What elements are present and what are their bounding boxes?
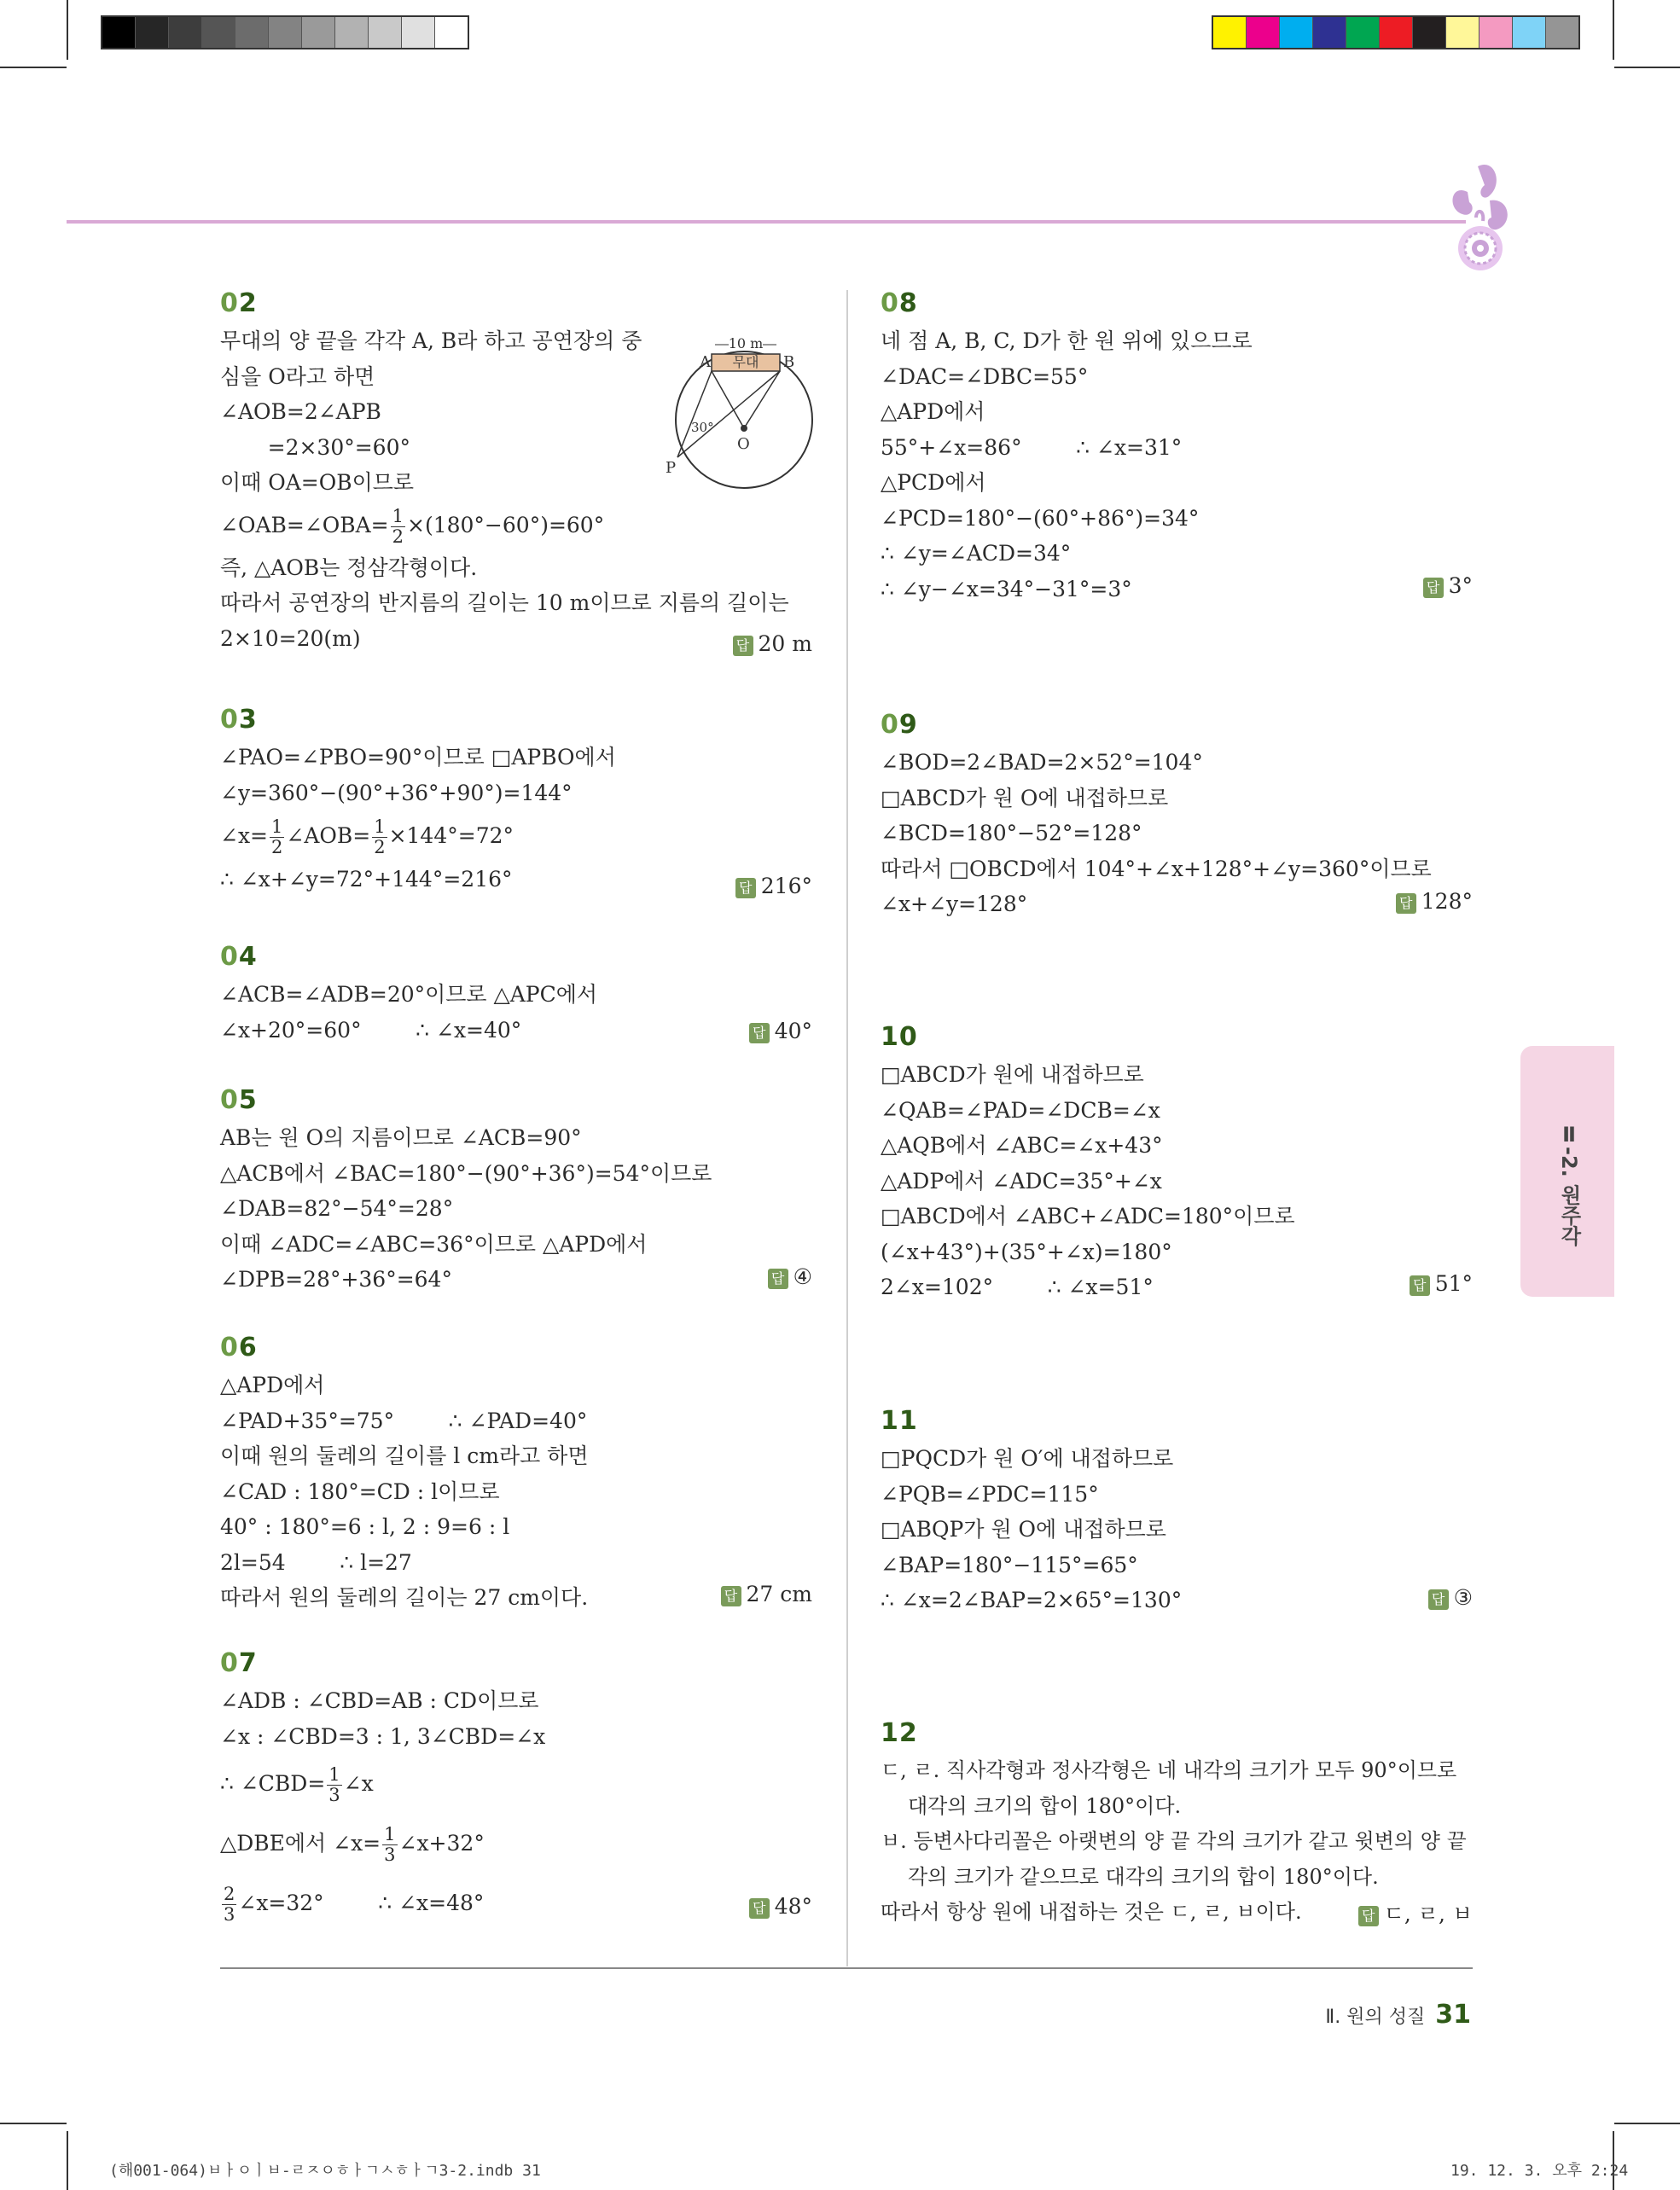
solution-line: ∠AOB=2∠APB bbox=[220, 399, 381, 424]
solution-line: ∴ ∠x=2∠BAP=2×65°=130° bbox=[881, 1588, 1183, 1612]
point-a-label: A bbox=[700, 353, 711, 371]
solution-line: 이때 OA=OB이므로 bbox=[220, 470, 415, 495]
solution-line: 따라서 원의 둘레의 길이는 27 cm이다. bbox=[220, 1585, 589, 1610]
answer-tag-icon: 답 bbox=[733, 636, 753, 656]
solution-line: ∠x+∠y=128° bbox=[881, 892, 1028, 916]
chapter-side-label: Ⅱ-2. 원주각 bbox=[1557, 1123, 1581, 1246]
header-rule bbox=[67, 220, 1466, 224]
print-date-info: 19. 12. 3. 오후 2:24 bbox=[1450, 2162, 1629, 2180]
solution-line: 40° : 180°=6 : l, 2 : 9=6 : l bbox=[220, 1514, 510, 1539]
color-swatch bbox=[1213, 17, 1247, 48]
solution-line: ∠PAO=∠PBO=90°이므로 □APBO에서 bbox=[220, 745, 616, 770]
solution-line: 따라서 항상 원에 내접하는 것은 ㄷ, ㄹ, ㅂ이다. bbox=[881, 1900, 1302, 1924]
problem-number: 11 bbox=[881, 1406, 918, 1436]
solution-line: 이때 ∠ADC=∠ABC=36°이므로 △APD에서 bbox=[220, 1231, 648, 1257]
answer-tag-icon: 답 bbox=[1428, 1589, 1449, 1610]
answer: 답 ④ bbox=[768, 1264, 812, 1289]
page-number: 31 bbox=[1435, 2000, 1471, 2030]
solution-line: ∴ ∠x+∠y=72°+144°=216° bbox=[220, 867, 513, 892]
color-swatch bbox=[1346, 17, 1380, 48]
color-swatch bbox=[1380, 17, 1413, 48]
solution-line: ∴ ∠CBD= $\frac{1}{3}$ ∠x bbox=[220, 1764, 374, 1805]
fraction: $\frac{1}{3}$ bbox=[384, 1824, 396, 1865]
answer: 답 20 m bbox=[733, 631, 812, 656]
solution-line: □ABCD에서 ∠ABC+∠ADC=180°이므로 bbox=[881, 1204, 1295, 1229]
flower-ornament-icon bbox=[1442, 158, 1519, 277]
point-b-label: B bbox=[783, 353, 795, 371]
solution-line: 2l=54 ∴ l=27 bbox=[220, 1549, 412, 1575]
stage-label: 무대 bbox=[732, 354, 759, 370]
solution-line: □ABCD가 원 O에 내접하므로 bbox=[881, 785, 1169, 810]
problem-number: 08 bbox=[881, 288, 918, 318]
solution-line: △AQB에서 ∠ABC=∠x+43° bbox=[881, 1133, 1163, 1158]
answer-tag-icon: 답 bbox=[749, 1898, 770, 1919]
color-swatch bbox=[1513, 17, 1546, 48]
problem-08 bbox=[881, 288, 1473, 607]
solution-line: AB는 원 O의 지름이므로 ∠ACB=90° bbox=[220, 1125, 582, 1150]
answer: 답 ㄷ, ㄹ, ㅂ bbox=[1358, 1897, 1473, 1928]
gray-swatch bbox=[435, 17, 468, 48]
solution-line: ∠DAB=82°−54°=28° bbox=[220, 1196, 454, 1221]
solution-line: ∠PAD+35°=75° ∴ ∠PAD=40° bbox=[220, 1408, 588, 1433]
solution-line: 무대의 양 끝을 각각 A, B라 하고 공연장의 중 bbox=[220, 328, 642, 353]
crop-mark bbox=[67, 0, 68, 60]
gray-swatch bbox=[102, 17, 136, 48]
solution-line: △DBE에서 ∠x= $\frac{1}{3}$ ∠x+32° bbox=[220, 1824, 485, 1865]
point-o-label: O bbox=[737, 435, 750, 453]
color-swatch bbox=[1413, 17, 1446, 48]
problem-number: 10 bbox=[881, 1022, 918, 1052]
solution-line: 대각의 크기의 합이 180°이다. bbox=[908, 1793, 1182, 1818]
width-label: 10 m bbox=[728, 335, 764, 351]
problem-number: 12 bbox=[881, 1718, 918, 1748]
solution-line: ㅂ. 등변사다리꼴은 아랫변의 양 끝 각의 크기가 같고 윗변의 양 끝 bbox=[881, 1829, 1467, 1853]
solution-line: □ABCD가 원에 내접하므로 bbox=[881, 1062, 1144, 1087]
bottom-rule bbox=[220, 1967, 1473, 1969]
problem-number: 04 bbox=[220, 942, 258, 972]
answer-tag-icon: 답 bbox=[768, 1269, 788, 1289]
problem-10 bbox=[881, 1022, 1473, 1305]
problem-number: 06 bbox=[220, 1333, 258, 1362]
solution-line: $\frac{2}{3}$ ∠x=32° ∴ ∠x=48° bbox=[224, 1884, 485, 1925]
crop-mark bbox=[1614, 2123, 1680, 2124]
solution-line: ∠BAP=180°−115°=65° bbox=[881, 1552, 1138, 1577]
column-divider bbox=[846, 290, 848, 1966]
solution-line: =2×30°=60° bbox=[220, 434, 410, 460]
answer: 답 128° bbox=[1396, 889, 1473, 914]
solution-line: 따라서 공연장의 반지름의 길이는 10 m이므로 지름의 길이는 bbox=[220, 590, 789, 615]
solution-line: 따라서 □OBCD에서 104°+∠x+128°+∠y=360°이므로 bbox=[881, 856, 1432, 881]
solution-line: ∠y=360°−(90°+36°+90°)=144° bbox=[220, 780, 573, 805]
solution-line: (∠x+43°)+(35°+∠x)=180° bbox=[881, 1239, 1172, 1264]
answer-tag-icon: 답 bbox=[1358, 1906, 1379, 1926]
solution-line: △PCD에서 bbox=[881, 470, 986, 495]
color-bar bbox=[1212, 15, 1580, 49]
fraction: $\frac{2}{3}$ bbox=[224, 1884, 235, 1925]
problem-04 bbox=[220, 942, 812, 1048]
answer-tag-icon: 답 bbox=[721, 1586, 741, 1606]
answer-tag-icon: 답 bbox=[749, 1023, 770, 1043]
gray-swatch bbox=[302, 17, 335, 48]
answer: 답 216° bbox=[735, 874, 812, 898]
solution-line: 2∠x=102° ∴ ∠x=51° bbox=[881, 1275, 1154, 1299]
gray-swatch bbox=[235, 17, 269, 48]
solution-line: ∠DPB=28°+36°=64° bbox=[220, 1267, 452, 1292]
solution-line: ∠QAB=∠PAD=∠DCB=∠x bbox=[881, 1097, 1160, 1123]
solution-line: 이때 원의 둘레의 길이를 l cm라고 하면 bbox=[220, 1444, 589, 1468]
problem-number: 09 bbox=[881, 710, 918, 740]
solution-line: △APD에서 bbox=[220, 1373, 325, 1397]
problem-05 bbox=[220, 1085, 812, 1298]
color-swatch bbox=[1546, 17, 1578, 48]
stage-circle-figure bbox=[666, 329, 828, 500]
gray-swatch bbox=[402, 17, 435, 48]
crop-mark bbox=[1614, 67, 1680, 68]
crop-mark bbox=[67, 2131, 68, 2190]
problem-11 bbox=[881, 1406, 1473, 1618]
crop-mark bbox=[0, 2123, 67, 2124]
solution-line: ∠ACB=∠ADB=20°이므로 △APC에서 bbox=[220, 982, 598, 1007]
solution-line: ∠ADB : ∠CBD=AB : CD이므로 bbox=[220, 1688, 539, 1713]
solution-line: 네 점 A, B, C, D가 한 원 위에 있으므로 bbox=[881, 328, 1253, 353]
color-swatch bbox=[1479, 17, 1513, 48]
solution-line: 2×10=20(m) bbox=[220, 625, 361, 651]
solution-line: △ADP에서 ∠ADC=35°+∠x bbox=[881, 1168, 1162, 1194]
gray-swatch bbox=[269, 17, 302, 48]
solution-line: △ACB에서 ∠BAC=180°−(90°+36°)=54°이므로 bbox=[220, 1160, 712, 1186]
answer-tag-icon: 답 bbox=[1410, 1275, 1430, 1296]
solution-line: ∠BCD=180°−52°=128° bbox=[881, 821, 1142, 845]
solution-line: ∠x : ∠CBD=3 : 1, 3∠CBD=∠x bbox=[220, 1723, 546, 1749]
solution-line: 즉, △AOB는 정삼각형이다. bbox=[220, 555, 478, 580]
crop-mark bbox=[0, 67, 67, 68]
solution-line: ∠BOD=2∠BAD=2×52°=104° bbox=[881, 750, 1203, 775]
gray-swatch bbox=[335, 17, 369, 48]
fraction: $\frac{1}{2}$ bbox=[392, 505, 404, 547]
problem-12 bbox=[881, 1718, 1473, 1931]
problem-number: 07 bbox=[220, 1648, 258, 1678]
solution-line: ㄷ, ㄹ. 직사각형과 정사각형은 네 내각의 크기가 모두 90°이므로 bbox=[881, 1758, 1457, 1782]
answer: 답 3° bbox=[1423, 573, 1473, 598]
answer: 답 51° bbox=[1410, 1271, 1473, 1296]
problem-06 bbox=[220, 1333, 812, 1616]
gray-swatch bbox=[202, 17, 235, 48]
problem-number: 03 bbox=[220, 705, 258, 735]
point-p-label: P bbox=[666, 459, 677, 477]
color-swatch bbox=[1247, 17, 1280, 48]
solution-line: ∠OAB=∠OBA= $\frac{1}{2}$ ×(180°−60°)=60° bbox=[220, 505, 605, 547]
solution-line: 심을 O라고 하면 bbox=[220, 363, 375, 389]
color-swatch bbox=[1313, 17, 1346, 48]
angle-label: 30° bbox=[691, 420, 714, 435]
solution-line: △APD에서 bbox=[881, 399, 985, 424]
page-footer bbox=[1325, 2000, 1471, 2030]
gray-swatch bbox=[136, 17, 169, 48]
fraction: $\frac{1}{2}$ bbox=[374, 816, 386, 857]
solution-line: □PQCD가 원 O′에 내접하므로 bbox=[881, 1446, 1174, 1471]
solution-line: ∠PCD=180°−(60°+86°)=34° bbox=[881, 505, 1200, 531]
print-file-info: (해001-064)ㅂㅏㅇㅣㅂ-ㄹㅈㅇㅎㅏㄱㅅㅎㅏㄱ3-2.indb 31 bbox=[109, 2162, 541, 2180]
problem-09 bbox=[881, 710, 1473, 922]
solution-line: ∠CAD : 180°=CD : l이므로 bbox=[220, 1478, 500, 1504]
crop-mark bbox=[1613, 0, 1614, 60]
solution-line: ∠DAC=∠DBC=55° bbox=[881, 363, 1089, 389]
answer-tag-icon: 답 bbox=[1423, 578, 1444, 598]
solution-line: ∴ ∠y=∠ACD=34° bbox=[881, 541, 1072, 566]
solution-line: ∴ ∠y−∠x=34°−31°=3° bbox=[881, 576, 1132, 601]
answer: 답 27 cm bbox=[721, 1582, 812, 1606]
gray-swatch bbox=[169, 17, 202, 48]
fraction: $\frac{1}{3}$ bbox=[328, 1764, 340, 1805]
problem-number: 02 bbox=[220, 288, 258, 318]
solution-line: □ABQP가 원 O에 내접하므로 bbox=[881, 1517, 1166, 1542]
gray-swatch bbox=[369, 17, 402, 48]
problem-number: 05 bbox=[220, 1085, 258, 1115]
answer-tag-icon: 답 bbox=[735, 878, 756, 898]
color-swatch bbox=[1280, 17, 1313, 48]
answer-tag-icon: 답 bbox=[1396, 893, 1416, 914]
problem-03 bbox=[220, 705, 812, 897]
fraction: $\frac{1}{2}$ bbox=[271, 816, 283, 857]
solution-line: ∠x+20°=60° ∴ ∠x=40° bbox=[220, 1017, 522, 1043]
gray-scale-bar bbox=[101, 15, 469, 49]
solution-line: ∠PQB=∠PDC=115° bbox=[881, 1481, 1099, 1507]
color-swatch bbox=[1446, 17, 1479, 48]
solution-line: 55°+∠x=86° ∴ ∠x=31° bbox=[881, 434, 1183, 460]
footer-chapter-title: Ⅱ. 원의 성질 bbox=[1325, 2007, 1426, 2028]
solution-line: 각의 크기가 같으므로 대각의 크기의 합이 180°이다. bbox=[908, 1864, 1379, 1889]
answer: 답 ③ bbox=[1428, 1585, 1473, 1610]
solution-line: ∠x= $\frac{1}{2}$ ∠AOB= $\frac{1}{2}$ ×144°=72° bbox=[220, 816, 514, 857]
answer: 답 40° bbox=[749, 1019, 812, 1043]
problem-07 bbox=[220, 1648, 812, 1933]
answer: 답 48° bbox=[749, 1894, 812, 1919]
